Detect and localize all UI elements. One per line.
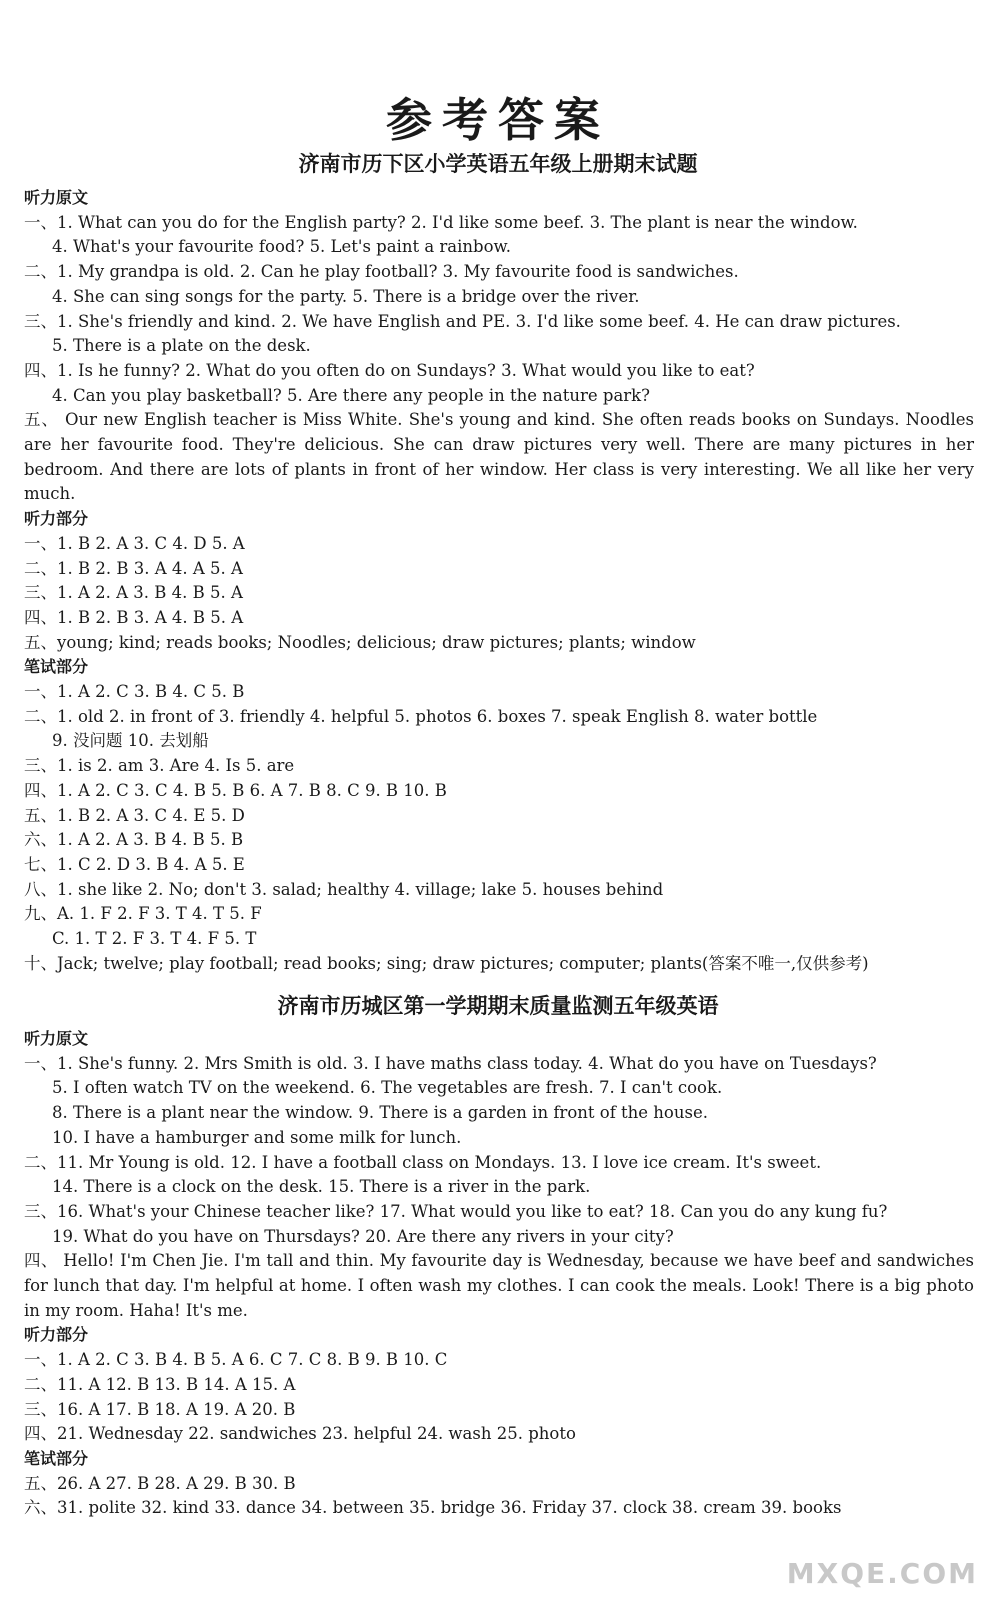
answer-line: 一、1. She's funny. 2. Mrs Smith is old. 3. I have maths class today. 4. What do you have on Tuesdays?: [24, 1053, 877, 1073]
answer-line: 一、1. A 2. C 3. B 4. B 5. A 6. C 7. C 8. B 9. B 10. C: [24, 1350, 448, 1370]
answer-line: 4. She can sing songs for the party. 5. There is a bridge over the river.: [52, 286, 640, 306]
section-heading: 听力部分: [24, 509, 89, 529]
section-heading: 听力原文: [24, 1029, 89, 1048]
answer-line: 一、1. What can you do for the English party? 2. I'd like some beef. 3. The plant is near the window.: [24, 212, 858, 232]
answer-line: 4. What's your favourite food? 5. Let's paint a rainbow.: [52, 237, 511, 257]
answer-line: 四、1. Is he funny? 2. What do you often do on Sundays? 3. What would you like to eat?: [24, 360, 755, 380]
answer-line: 四、21. Wednesday 22. sandwiches 23. helpful 24. wash 25. photo: [24, 1424, 576, 1444]
answer-line: 一、1. A 2. C 3. B 4. C 5. B: [24, 682, 245, 701]
answer-line: 五、1. B 2. A 3. C 4. E 5. D: [24, 805, 245, 825]
answer-line: 四、1. A 2. C 3. C 4. B 5. B 6. A 7. B 8. C 9. B 10. B: [24, 780, 447, 800]
answer-line: 五、young; kind; reads books; Noodles; delicious; draw pictures; plants; window: [24, 632, 696, 652]
answer-line: 三、1. She's friendly and kind. 2. We have English and PE. 3. I'd like some beef. 4. He can draw pictures.: [24, 311, 901, 331]
site-watermark: MXQE.COM: [786, 1557, 978, 1590]
answer-line: 八、1. she like 2. No; don't 3. salad; healthy 4. village; lake 5. houses behind: [24, 879, 664, 899]
section-heading: 笔试部分: [24, 1448, 89, 1468]
answer-line: 4. Can you play basketball? 5. Are there any people in the nature park?: [52, 385, 651, 405]
page-title: 参考答案: [386, 93, 610, 147]
answer-line: 六、1. A 2. A 3. B 4. B 5. B: [24, 830, 244, 850]
answer-line: 三、1. is 2. am 3. Are 4. Is 5. are: [24, 756, 295, 776]
answer-line: C. 1. T 2. F 3. T 4. F 5. T: [52, 929, 257, 948]
passage-text: 五、 Our new English teacher is Miss White. She's young and kind. She often reads books on Sundays. Noodles are her favourite food. They're delicious. She can draw pictures very well. There are many pictures in her bedroom. And there are lots of plants in front of her window. Her class is very interesting. We all like her very much.: [24, 410, 974, 504]
answer-line: 二、11. Mr Young is old. 12. I have a football class on Mondays. 13. I love ice cream. It's sweet.: [24, 1152, 822, 1172]
answer-line: 一、1. B 2. A 3. C 4. D 5. A: [24, 533, 245, 553]
answer-line: 二、1. My grandpa is old. 2. Can he play football? 3. My favourite food is sandwiches.: [24, 262, 739, 282]
answer-line: 五、26. A 27. B 28. A 29. B 30. B: [24, 1473, 296, 1493]
answer-line: 三、16. A 17. B 18. A 19. A 20. B: [24, 1399, 296, 1419]
answer-line: 三、16. What's your Chinese teacher like? 17. What would you like to eat? 18. Can you do any kung fu?: [24, 1201, 888, 1221]
answer-line: 二、1. old 2. in front of 3. friendly 4. helpful 5. photos 6. boxes 7. speak English 8. water bottle: [24, 706, 818, 726]
section-heading: 听力部分: [24, 1325, 89, 1345]
section-heading: 听力原文: [24, 188, 89, 207]
answer-line: 四、1. B 2. B 3. A 4. B 5. A: [24, 607, 244, 627]
answer-line: 8. There is a plant near the window. 9. There is a garden in front of the house.: [52, 1103, 708, 1123]
answer-line: 七、1. C 2. D 3. B 4. A 5. E: [24, 854, 245, 874]
section-heading: 笔试部分: [24, 657, 89, 677]
answer-line: 5. I often watch TV on the weekend. 6. The vegetables are fresh. 7. I can't cook.: [52, 1078, 723, 1098]
section2-title: 济南市历城区第一学期期末质量监测五年级英语: [277, 993, 719, 1018]
answer-line: 10. I have a hamburger and some milk for lunch.: [52, 1127, 462, 1147]
passage-text: 四、 Hello! I'm Chen Jie. I'm tall and thin. My favourite day is Wednesday, because we have beef and sandwiches for lunch that day. I'm helpful at home. I often wash my clothes. I can cook the meals. Look! There is a big photo in my room. Haha! It's me.: [24, 1251, 974, 1320]
answer-line: 十、Jack; twelve; play football; read books; sing; draw pictures; computer; plants(答案不唯一,仅供参考): [24, 953, 869, 973]
answer-line: 二、11. A 12. B 13. B 14. A 15. A: [24, 1374, 296, 1394]
answer-line: 三、1. A 2. A 3. B 4. B 5. A: [24, 583, 243, 603]
answer-line: 9. 没问题 10. 去划船: [52, 731, 209, 751]
answer-line: 六、31. polite 32. kind 33. dance 34. between 35. bridge 36. Friday 37. clock 38. cream 39. books: [24, 1498, 842, 1518]
answer-line: 5. There is a plate on the desk.: [52, 336, 311, 356]
answer-line: 九、A. 1. F 2. F 3. T 4. T 5. F: [24, 904, 262, 924]
answer-line: 14. There is a clock on the desk. 15. There is a river in the park.: [52, 1177, 591, 1197]
answer-line: 19. What do you have on Thursdays? 20. Are there any rivers in your city?: [52, 1226, 674, 1246]
answer-line: 二、1. B 2. B 3. A 4. A 5. A: [24, 558, 243, 578]
section1-title: 济南市历下区小学英语五年级上册期末试题: [298, 151, 698, 176]
